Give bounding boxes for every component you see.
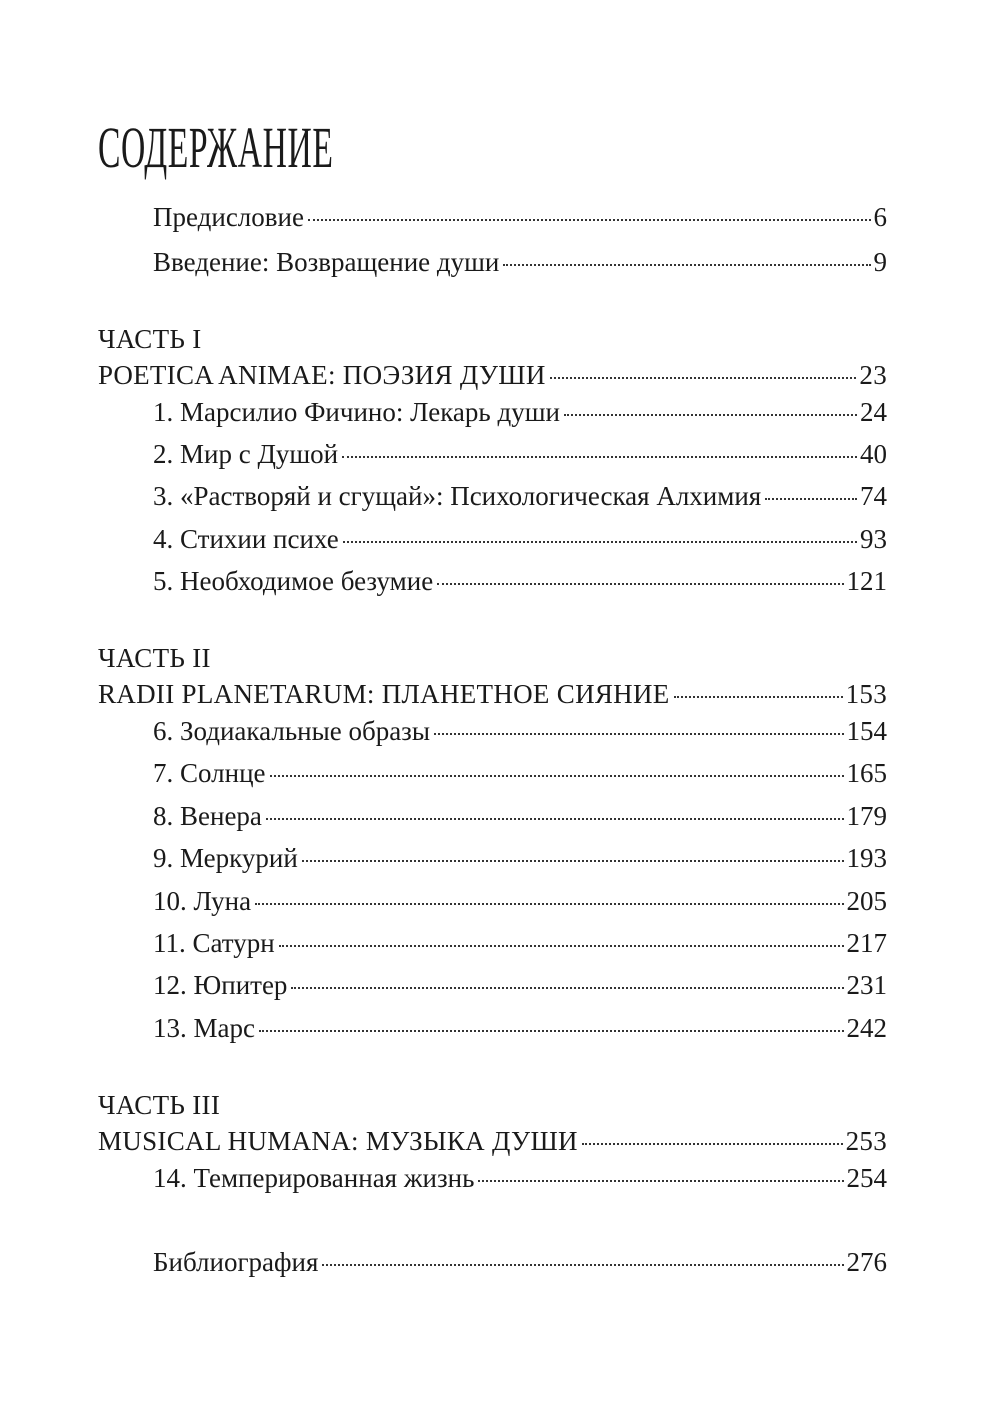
toc-entry-bibliography[interactable] [153, 1245, 887, 1279]
toc-entry-page: 242 [846, 1013, 887, 1043]
toc-entry-label: 12. Юпитер [153, 970, 288, 1000]
toc-entry-chapter-13[interactable] [153, 1011, 887, 1045]
toc-entry-page: 6 [873, 202, 887, 232]
toc-entry-page: 254 [846, 1163, 887, 1193]
toc-entry-label: 9. Меркурий [153, 843, 298, 873]
toc-entry-page: 24 [860, 397, 887, 427]
leader-dots [270, 775, 844, 777]
toc-entry-label: RADII PLANETARUM: ПЛАНЕТНОЕ СИЯНИЕ [98, 679, 670, 709]
toc-entry-chapter-14[interactable] [153, 1161, 887, 1195]
part-2-heading[interactable] [98, 677, 887, 711]
leader-dots [564, 414, 857, 416]
toc-entry-page: 217 [846, 928, 887, 958]
toc-entry-label: 8. Венера [153, 801, 262, 831]
toc-entry-preface[interactable] [153, 200, 887, 234]
leader-dots [582, 1143, 843, 1145]
toc-entry-page: 121 [846, 566, 887, 596]
toc-entry-page: 153 [845, 679, 887, 709]
toc-entry-page: 193 [846, 843, 887, 873]
toc-entry-label: 13. Марс [153, 1013, 255, 1043]
toc-entry-page: 40 [860, 439, 887, 469]
toc-entry-page: 9 [873, 247, 887, 277]
toc-entry-page: 74 [860, 481, 887, 511]
toc-entry-label: POETICA ANIMAE: ПОЭЗИЯ ДУШИ [98, 360, 546, 390]
leader-dots [478, 1180, 843, 1182]
toc-entry-label: Библиография [153, 1247, 319, 1277]
toc-entry-chapter-12[interactable] [153, 968, 887, 1002]
toc-entry-label: 2. Мир с Душой [153, 439, 339, 469]
toc-entry-page: 93 [860, 524, 887, 554]
toc-entry-page: 165 [846, 758, 887, 788]
toc-entry-label: 5. Необходимое безумие [153, 566, 434, 596]
toc-entry-chapter-10[interactable] [153, 884, 887, 918]
toc-entry-page: 276 [846, 1247, 887, 1277]
part-3-heading[interactable] [98, 1124, 887, 1158]
toc-entry-chapter-2[interactable] [153, 437, 887, 471]
toc-entry-label: 7. Солнце [153, 758, 266, 788]
toc-entry-page: 23 [859, 360, 887, 390]
toc-entry-chapter-4[interactable] [153, 522, 887, 556]
toc-entry-label: 6. Зодиакальные образы [153, 716, 430, 746]
leader-dots [279, 945, 844, 947]
toc-entry-label: 11. Сатурн [153, 928, 275, 958]
toc-entry-chapter-11[interactable] [153, 926, 887, 960]
leader-dots [343, 541, 857, 543]
toc-entry-chapter-5[interactable] [153, 564, 887, 598]
leader-dots [437, 583, 843, 585]
page-title: СОДЕРЖАНИЕ [98, 115, 334, 180]
toc-entry-page: 231 [846, 970, 887, 1000]
leader-dots [342, 456, 857, 458]
leader-dots [255, 903, 843, 905]
toc-entry-label: Предисловие [153, 202, 304, 232]
part-2-label: ЧАСТЬ II [98, 643, 211, 673]
leader-dots [503, 264, 870, 266]
toc-entry-label: 4. Стихии психе [153, 524, 339, 554]
toc-entry-label: MUSICAL HUMANA: МУЗЫКА ДУШИ [98, 1126, 578, 1156]
leader-dots [266, 818, 844, 820]
leader-dots [302, 860, 844, 862]
leader-dots [765, 498, 857, 500]
toc-entry-page: 205 [846, 886, 887, 916]
leader-dots [550, 377, 857, 379]
toc-entry-page: 253 [845, 1126, 887, 1156]
toc-entry-label: Введение: Возвращение души [153, 247, 500, 277]
toc-entry-chapter-1[interactable] [153, 395, 887, 429]
part-1-label: ЧАСТЬ I [98, 324, 202, 354]
toc-entry-chapter-8[interactable] [153, 799, 887, 833]
leader-dots [322, 1264, 843, 1266]
part-1-heading[interactable] [98, 358, 887, 392]
leader-dots [291, 987, 843, 989]
toc-entry-label: 14. Темперированная жизнь [153, 1163, 475, 1193]
toc-entry-chapter-6[interactable] [153, 714, 887, 748]
toc-entry-page: 154 [846, 716, 887, 746]
toc-entry-chapter-9[interactable] [153, 841, 887, 875]
toc-entry-label: 3. «Растворяй и сгущай»: Психологическая Алхимия [153, 481, 762, 511]
toc-entry-label: 10. Луна [153, 886, 252, 916]
toc-entry-page: 179 [846, 801, 887, 831]
toc-entry-introduction[interactable] [153, 245, 887, 279]
part-3-label: ЧАСТЬ III [98, 1090, 221, 1120]
leader-dots [434, 733, 844, 735]
leader-dots [674, 696, 843, 698]
toc-entry-chapter-3[interactable] [153, 479, 887, 513]
leader-dots [308, 219, 871, 221]
toc-entry-chapter-7[interactable] [153, 756, 887, 790]
toc-entry-label: 1. Марсилио Фичино: Лекарь души [153, 397, 560, 427]
leader-dots [259, 1030, 844, 1032]
